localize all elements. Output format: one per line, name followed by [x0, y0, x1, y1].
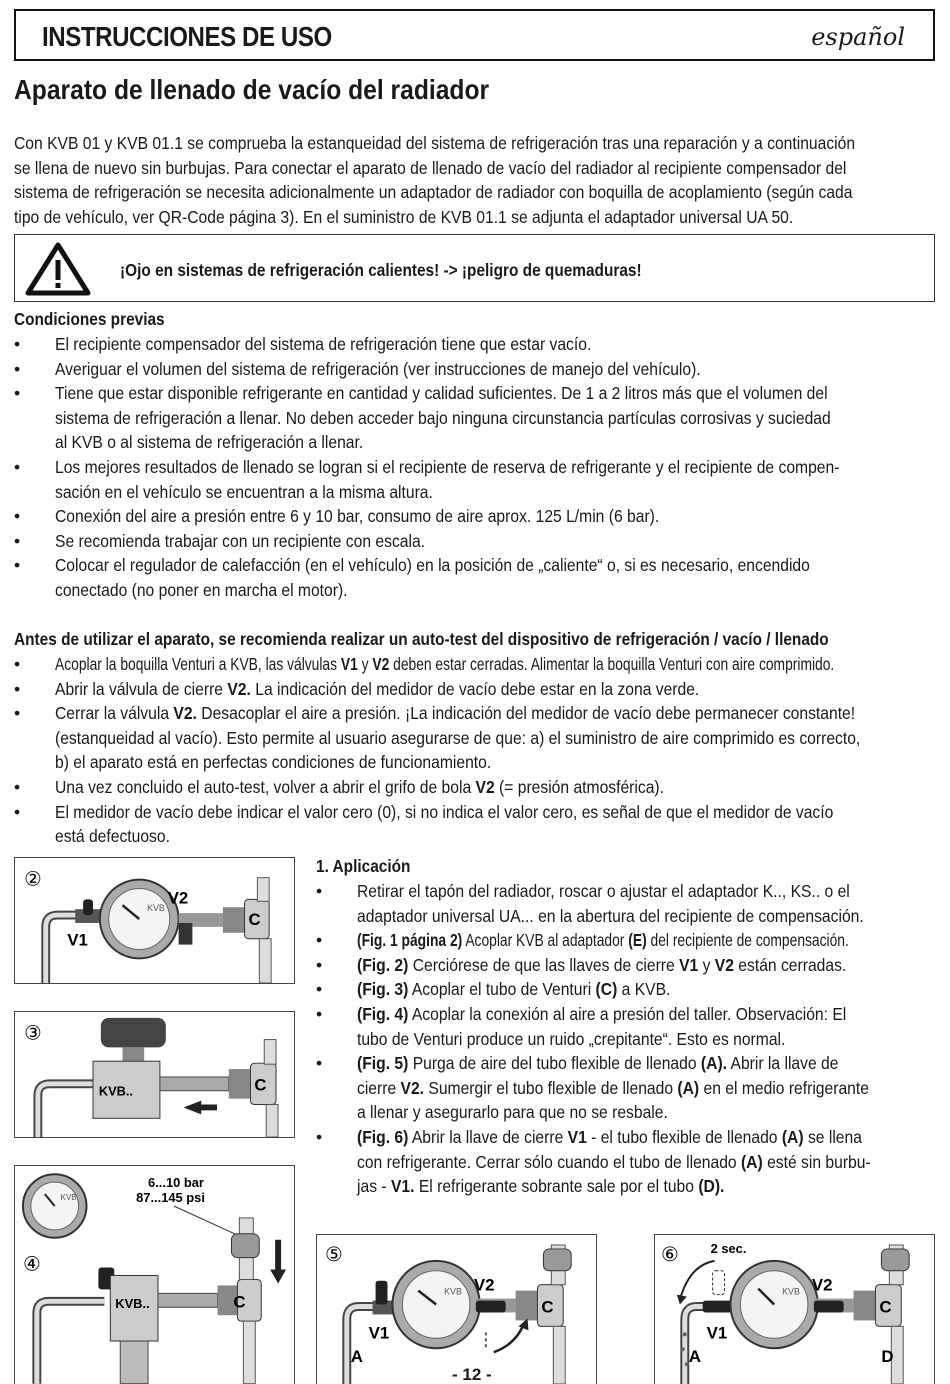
bold-text: (A).: [700, 1053, 728, 1074]
list-item-line: [357, 977, 911, 1002]
bullet-icon: •: [14, 530, 21, 551]
list-item-line: [55, 824, 949, 849]
text-run: están cerradas.: [733, 954, 847, 975]
bold-text: V1: [679, 954, 699, 975]
bold-text: V2: [372, 654, 390, 674]
figure-number: ⑤: [324, 1242, 343, 1266]
list-item-line: [55, 750, 949, 775]
language-label: español: [811, 23, 905, 51]
intro-paragraph: [14, 131, 936, 229]
list-item: [316, 1051, 950, 1125]
text-run: Sumergir el tubo flexible de llenado: [424, 1077, 678, 1098]
page-title: Aparato de llenado de vacío del radiador: [14, 74, 490, 105]
bold-text: (Fig. 5): [357, 1053, 409, 1074]
warning-triangle-icon: [25, 242, 91, 296]
list-item: [316, 977, 950, 1002]
bullet-icon: •: [316, 954, 323, 975]
bold-text: (D).: [698, 1176, 725, 1197]
text-run: El medidor de vacío debe indicar el valor cero (0), si no indica el valor cero, es señal de que el medidor de vacío: [55, 801, 834, 822]
venturi-c-label: C: [254, 1075, 267, 1095]
bold-text: (Fig. 3): [357, 979, 409, 1000]
bullet-icon: •: [14, 801, 21, 822]
bold-text: (A): [740, 1151, 763, 1172]
gauge-brand: KVB: [444, 1286, 462, 1297]
valve-v1-label: V1: [368, 1323, 390, 1343]
valve-v2-label: V2: [811, 1275, 833, 1295]
bullet-icon: •: [316, 979, 323, 1000]
venturi-c-label: C: [233, 1292, 246, 1312]
list-item: [14, 381, 950, 455]
list-item: [316, 928, 950, 953]
text-run: adaptador universal UA... en la abertura del recipiente de compensación.: [357, 905, 864, 926]
text-run: (estanqueidad al vacío). Esto permite al usuario asegurarse de que: a) el suministro de aire comprimido es correcto,: [55, 727, 861, 748]
list-item: [14, 553, 950, 602]
text-run: Acoplar KVB al adaptador: [462, 930, 629, 951]
list-item-line: sación en el vehículo se encuentran a la misma altura.: [55, 481, 433, 502]
text-run: tubo de Venturi produce un ruido „crepitante“. Esto es normal.: [357, 1028, 786, 1049]
list-item-line: [357, 904, 911, 929]
text-run: a KVB.: [617, 979, 671, 1000]
list-item: [316, 953, 950, 978]
kvb-label: KVB..: [98, 1083, 133, 1099]
text-run: Cerrar la válvula: [55, 703, 174, 724]
text-run: deben estar cerradas. Alimentar la boquilla Venturi con aire comprimido.: [389, 654, 835, 674]
bold-text: (C): [595, 979, 618, 1000]
application-list: [316, 879, 950, 1199]
bullet-icon: •: [14, 383, 21, 404]
text-run: Abrir la llave de: [727, 1053, 839, 1074]
valve-v1-label: V1: [67, 930, 88, 950]
bullet-icon: •: [14, 555, 21, 576]
list-item-line: [357, 1076, 911, 1101]
list-item-line: Los mejores resultados de llenado se logran si el recipiente de reserva de refrigerante y el recipiente de compen-: [55, 456, 840, 477]
hose-a-label: A: [688, 1347, 701, 1367]
text-run: - el tubo flexible de llenado: [586, 1126, 782, 1147]
list-item-line: [55, 775, 949, 800]
bullet-icon: •: [316, 1003, 323, 1024]
list-item: [316, 1002, 950, 1051]
list-item-line: conectado (no poner en marcha el motor).: [55, 579, 348, 600]
figure-number: ⑥: [660, 1242, 679, 1266]
list-item-line: El recipiente compensador del sistema de refrigeración tiene que estar vacío.: [55, 334, 592, 354]
bold-text: (E): [628, 930, 647, 951]
list-item: [14, 455, 950, 504]
list-item-line: [357, 879, 911, 904]
bullet-icon: •: [14, 506, 21, 527]
bold-text: V2: [475, 776, 495, 797]
bold-text: V2: [714, 954, 734, 975]
bullet-icon: •: [14, 678, 21, 699]
venturi-c-label: C: [541, 1297, 554, 1317]
gauge-brand: KVB: [60, 1193, 77, 1203]
list-item-line: Colocar el regulador de calefacción (en el vehículo) en la posición de „caliente“ o, si es necesario, encendido: [55, 555, 810, 576]
text-run: (= presión atmosférica).: [494, 776, 664, 797]
text-run: y: [698, 954, 715, 975]
list-item-line: [55, 677, 949, 702]
bold-text: (Fig. 2): [357, 954, 409, 975]
bold-text: V2.: [173, 703, 197, 724]
bullet-icon: •: [14, 358, 21, 379]
venturi-c-label: C: [879, 1297, 892, 1317]
list-item-line: [357, 1174, 911, 1199]
time-label: 2 sec.: [710, 1240, 747, 1256]
text-run: se llena: [803, 1126, 862, 1147]
list-item-line: [357, 1100, 911, 1125]
figure-5: [316, 1234, 597, 1384]
selftest-title: Antes de utilizar el aparato, se recomienda realizar un auto-test del dispositivo de refrigeración / vacío / llenado: [14, 629, 829, 649]
list-item-line: Averiguar el volumen del sistema de refrigeración (ver instrucciones de manejo del vehículo).: [55, 358, 701, 379]
text-run: Acoplar el tubo de Venturi: [408, 979, 596, 1000]
figure-number: ②: [24, 867, 42, 891]
list-item-line: [357, 1150, 911, 1175]
intro-line: sistema de refrigeración se necesita adicionalmente un adaptador de radiador con boquilla de acoplamiento (según cada: [14, 182, 853, 203]
bold-text: V1.: [390, 1176, 415, 1197]
bullet-icon: •: [14, 654, 21, 674]
bullet-icon: •: [14, 776, 21, 797]
list-item: [316, 1125, 950, 1199]
bullet-icon: •: [316, 881, 323, 901]
bold-text: V2.: [227, 678, 251, 699]
list-item-line: Conexión del aire a presión entre 6 y 10 bar, consumo de aire aprox. 125 L/min (6 bar).: [55, 506, 660, 527]
text-run: Abrir la válvula de cierre: [55, 678, 228, 699]
list-item: [14, 775, 950, 800]
list-item-line: [357, 928, 849, 953]
text-run: del recipiente de compensación.: [646, 930, 849, 951]
bold-text: (Fig. 4): [357, 1003, 409, 1024]
pressure-psi-label: 87...145 psi: [136, 1190, 205, 1206]
bold-text: (Fig. 6): [357, 1126, 409, 1147]
text-run: cierre: [357, 1077, 401, 1098]
list-item: [14, 332, 950, 357]
text-run: Desacoplar el aire a presión. ¡La indicación del medidor de vacío debe permanecer constante!: [196, 703, 856, 724]
list-item-line: [357, 953, 911, 978]
list-item: [14, 504, 950, 529]
list-item-line: Se recomienda trabajar con un recipiente con escala.: [55, 530, 426, 551]
list-item-line: al KVB o al sistema de refrigeración a llenar.: [55, 432, 364, 453]
text-run: b) el aparato está en perfectas condiciones de funcionamiento.: [55, 752, 492, 773]
gauge-brand: KVB: [147, 903, 165, 914]
gauge-brand: KVB: [782, 1286, 800, 1297]
list-item: [14, 652, 950, 677]
list-item-line: [357, 1027, 911, 1052]
text-run: Una vez concluido el auto-test, volver a abrir el grifo de bola: [55, 776, 476, 797]
tube-d-label: D: [881, 1347, 894, 1367]
list-item-line: [55, 701, 949, 726]
figure-3: [14, 1011, 295, 1138]
text-run: Acoplar la boquilla Venturi a KVB, las válvulas: [55, 654, 341, 674]
list-item: [316, 879, 950, 928]
figure-number: ③: [24, 1021, 42, 1045]
bold-text: (Fig. 1 página 2): [357, 930, 463, 951]
list-item-line: Tiene que estar disponible refrigerante en cantidad y calidad suficientes. De 1 a 2 litros más que el volumen del: [55, 383, 828, 404]
list-item: [14, 677, 950, 702]
text-run: Retirar el tapón del radiador, roscar o ajustar el adaptador K.., KS.. o el: [357, 881, 850, 901]
bold-text: V1: [340, 654, 358, 674]
list-item: [14, 800, 950, 849]
text-run: esté sin burbu-: [762, 1151, 871, 1172]
selftest-list: [14, 652, 950, 849]
list-item-line: [55, 726, 949, 751]
list-item-line: [55, 800, 949, 825]
bold-text: V1: [567, 1126, 587, 1147]
text-run: y: [357, 654, 373, 674]
figure-4: [14, 1165, 295, 1384]
kvb-label: KVB..: [115, 1296, 150, 1312]
intro-line: tipo de vehículo, ver QR-Code página 3). En el suministro de KVB 01.1 se adjunta el adaptador universal UA 50.: [14, 206, 794, 227]
bullet-icon: •: [316, 1053, 323, 1074]
list-item: [14, 357, 950, 382]
bullet-icon: •: [316, 930, 323, 951]
list-item-line: [357, 1125, 911, 1150]
bullet-icon: •: [14, 456, 21, 477]
text-run: en el medio refrigerante: [699, 1077, 869, 1098]
figure-number: ④: [22, 1252, 41, 1276]
header-title: INSTRUCCIONES DE USO: [42, 21, 332, 52]
text-run: Abrir la llave de cierre: [408, 1126, 568, 1147]
page-number: - 12 -: [452, 1365, 492, 1384]
valve-v2-label: V2: [473, 1275, 495, 1295]
pressure-bar-label: 6...10 bar: [148, 1175, 204, 1191]
hose-a-label: A: [350, 1347, 363, 1367]
venturi-c-label: C: [248, 909, 261, 929]
bullet-icon: •: [316, 1126, 323, 1147]
valve-v2-label: V2: [167, 888, 189, 908]
list-item: [14, 529, 950, 554]
text-run: El refrigerante sobrante sale por el tubo: [414, 1176, 699, 1197]
bold-text: (A): [677, 1077, 700, 1098]
text-run: jas -: [357, 1176, 391, 1197]
intro-line: se llena de nuevo sin burbujas. Para conectar el aparato de llenado de vacío del radiador al recipiente compensador del: [14, 157, 847, 178]
text-run: con refrigerante. Cerrar sólo cuando el tubo de llenado: [357, 1151, 741, 1172]
list-item-line: [357, 1051, 911, 1076]
list-item: [14, 701, 950, 775]
conditions-title: Condiciones previas: [14, 309, 165, 329]
figure-6: [654, 1234, 935, 1384]
text-run: Purga de aire del tubo flexible de llenado: [408, 1053, 701, 1074]
header-box: [14, 9, 935, 61]
bold-text: V2.: [400, 1077, 425, 1098]
bullet-icon: •: [14, 334, 21, 354]
list-item-line: [55, 652, 844, 677]
list-item-line: sistema de refrigeración a llenar. No deben acceder bajo ninguna circunstancia partículas corrosivas y suciedad: [55, 407, 831, 428]
bold-text: (A): [781, 1126, 804, 1147]
warning-text: ¡Ojo en sistemas de refrigeración calientes! -> ¡peligro de quemaduras!: [120, 260, 642, 280]
intro-line: Con KVB 01 y KVB 01.1 se comprueba la estanqueidad del sistema de refrigeración tras una reparación y a continuación: [14, 133, 856, 153]
text-run: La indicación del medidor de vacío debe estar en la zona verde.: [250, 678, 700, 699]
valve-v1-label: V1: [706, 1323, 728, 1343]
text-run: está defectuoso.: [55, 826, 170, 847]
conditions-list: [14, 332, 950, 603]
text-run: Acoplar la conexión al aire a presión del taller. Observación: El: [408, 1003, 847, 1024]
bullet-icon: •: [14, 703, 21, 724]
application-title: 1. Aplicación: [316, 856, 411, 876]
figure-2: [14, 857, 295, 984]
list-item-line: [357, 1002, 911, 1027]
text-run: a llenar y asegurarlo para que no se resbale.: [357, 1102, 668, 1123]
text-run: Cerciórese de que las llaves de cierre: [408, 954, 680, 975]
